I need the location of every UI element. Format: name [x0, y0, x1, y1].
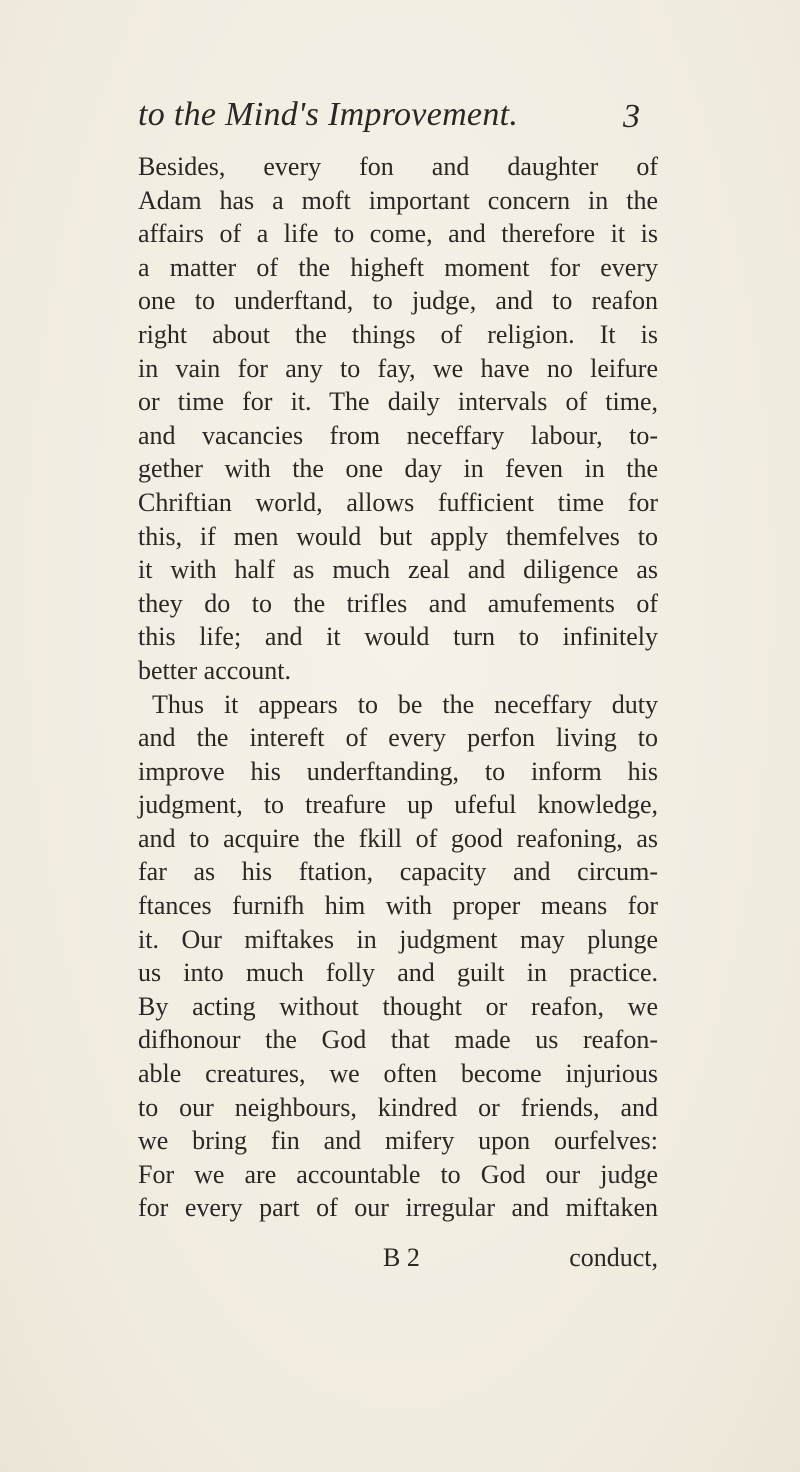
- text-line: it. Our miftakes in judgment may plunge: [138, 924, 658, 954]
- text-line: right about the things of religion. It is: [138, 319, 658, 349]
- page-footer: [138, 1241, 658, 1275]
- text-line: difhonour the God that made us reafon-: [138, 1025, 658, 1055]
- text-line: in vain for any to fay, we have no leifure: [138, 353, 658, 383]
- text-line: better account.: [138, 655, 292, 685]
- text-line: for every part of our irregular and miftaken: [138, 1193, 658, 1223]
- text-line: this life; and it would turn to infinitely: [138, 622, 658, 652]
- text-line: judgment, to treafure up ufeful knowledge,: [138, 790, 658, 820]
- text-line: Thus it appears to be the neceffary duty: [152, 689, 658, 719]
- text-line: this, if men would but apply themfelves to: [138, 521, 658, 551]
- page-header: [138, 96, 640, 142]
- text-line: to our neighbours, kindred or friends, and: [138, 1092, 658, 1122]
- text-line: Besides, every fon and daughter of: [138, 152, 658, 181]
- text-line: or time for it. The daily intervals of time,: [138, 387, 658, 417]
- text-line: we bring fin and mifery upon ourfelves:: [138, 1126, 658, 1156]
- text-line: and to acquire the fkill of good reafoning, as: [138, 823, 658, 853]
- text-line: For we are accountable to God our judge: [138, 1159, 658, 1189]
- text-line: improve his underftanding, to inform his: [138, 756, 658, 786]
- text-line: affairs of a life to come, and therefore it is: [138, 219, 658, 249]
- text-line: able creatures, we often become injurious: [138, 1059, 658, 1089]
- signature-mark: B 2: [383, 1243, 420, 1272]
- text-line: us into much folly and guilt in practice.: [138, 958, 658, 988]
- text-line: and the intereft of every perfon living to: [138, 723, 658, 753]
- text-line: By acting without thought or reafon, we: [138, 991, 658, 1021]
- text-line: ftances furnifh him with proper means for: [138, 891, 658, 921]
- page-number: 3: [623, 98, 640, 135]
- text-line: Chriftian world, allows fufficient time for: [138, 487, 658, 517]
- running-title: to the Mind's Improvement.: [138, 96, 519, 133]
- text-line: far as his ftation, capacity and circum-: [138, 857, 658, 887]
- text-line: a matter of the higheft moment for every: [138, 252, 658, 282]
- catchword: conduct,: [569, 1243, 658, 1272]
- text-line: they do to the trifles and amufements of: [138, 588, 658, 618]
- body-text: [138, 150, 658, 1225]
- text-line: it with half as much zeal and diligence as: [138, 555, 658, 585]
- text-line: and vacancies from neceffary labour, to-: [138, 420, 658, 450]
- text-line: one to underftand, to judge, and to reafon: [138, 286, 658, 316]
- text-line: gether with the one day in feven in the: [138, 454, 658, 484]
- text-line: Adam has a moft important concern in the: [138, 185, 658, 215]
